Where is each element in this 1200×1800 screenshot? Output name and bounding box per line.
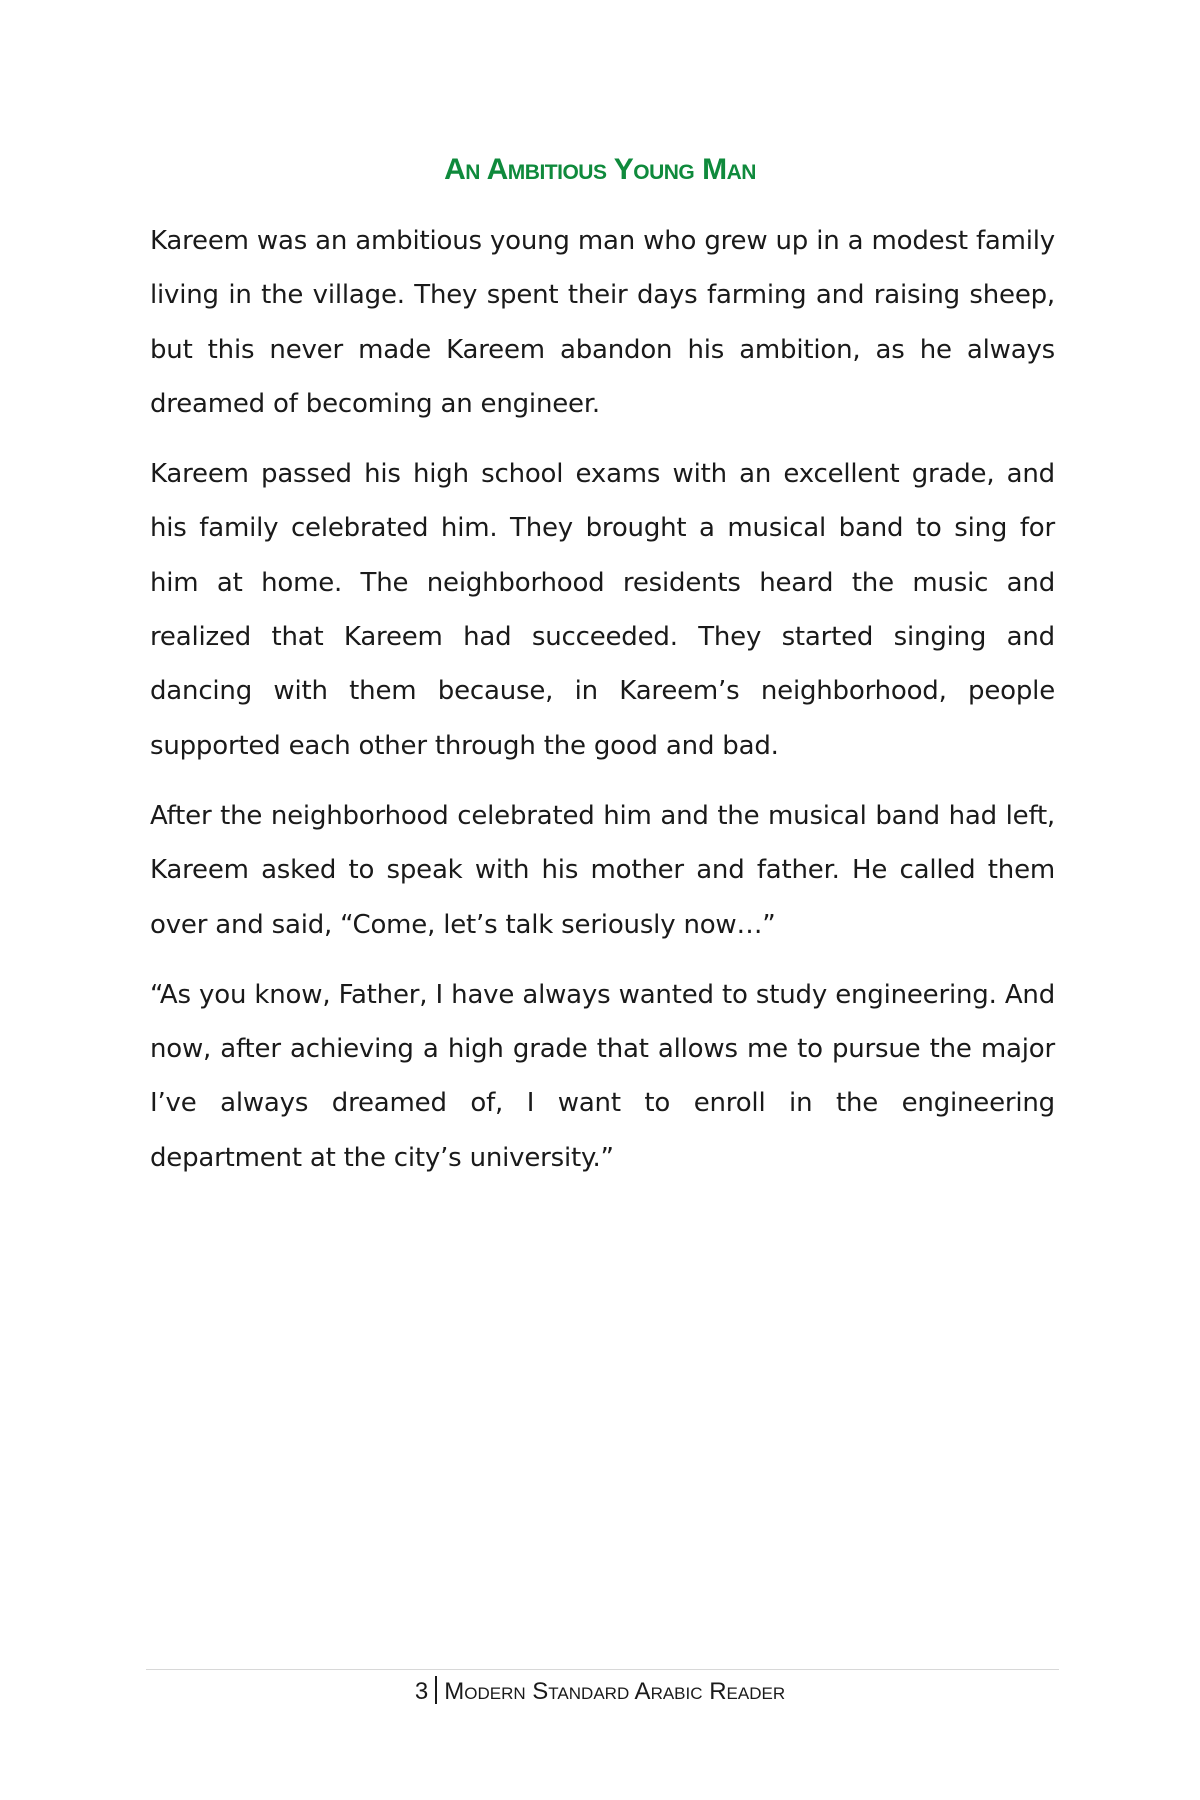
paragraph-4: “As you know, Father, I have always wanted to study engineering. And now, after achieving a high grade that allows me to pursue the major I’ve always dreamed of, I want to enroll in the engineering department at the city’s university.”	[150, 979, 1055, 1173]
footer-divider	[146, 1669, 1059, 1670]
story-title: An Ambitious Young Man	[444, 153, 756, 186]
paragraph-2: Kareem passed his high school exams with an excellent grade, and his family celebrated him. They brought a musical band to sing for him at home. The neighborhood residents heard the music and realized that Kareem had succeeded. They started singing and dancing with them because, in Kareem’s neighborhood, people supported each other through the good and bad.	[150, 459, 1055, 761]
page-number: 3	[414, 1678, 429, 1705]
page-footer	[0, 1676, 1200, 1708]
paragraph-1: Kareem was an ambitious young man who grew up in a modest family living in the village. They spent their days farming and raising sheep, but this never made Kareem abandon his ambition, as he always dreamed of becoming an engineer.	[150, 226, 1055, 419]
paragraph-3: After the neighborhood celebrated him and the musical band had left, Kareem asked to speak with his mother and father. He called them over and said, “Come, let’s talk seriously now…”	[150, 800, 1055, 940]
story-body	[150, 214, 1055, 1201]
book-title: Modern Standard Arabic Reader	[444, 1678, 786, 1705]
footer-separator	[435, 1676, 437, 1704]
